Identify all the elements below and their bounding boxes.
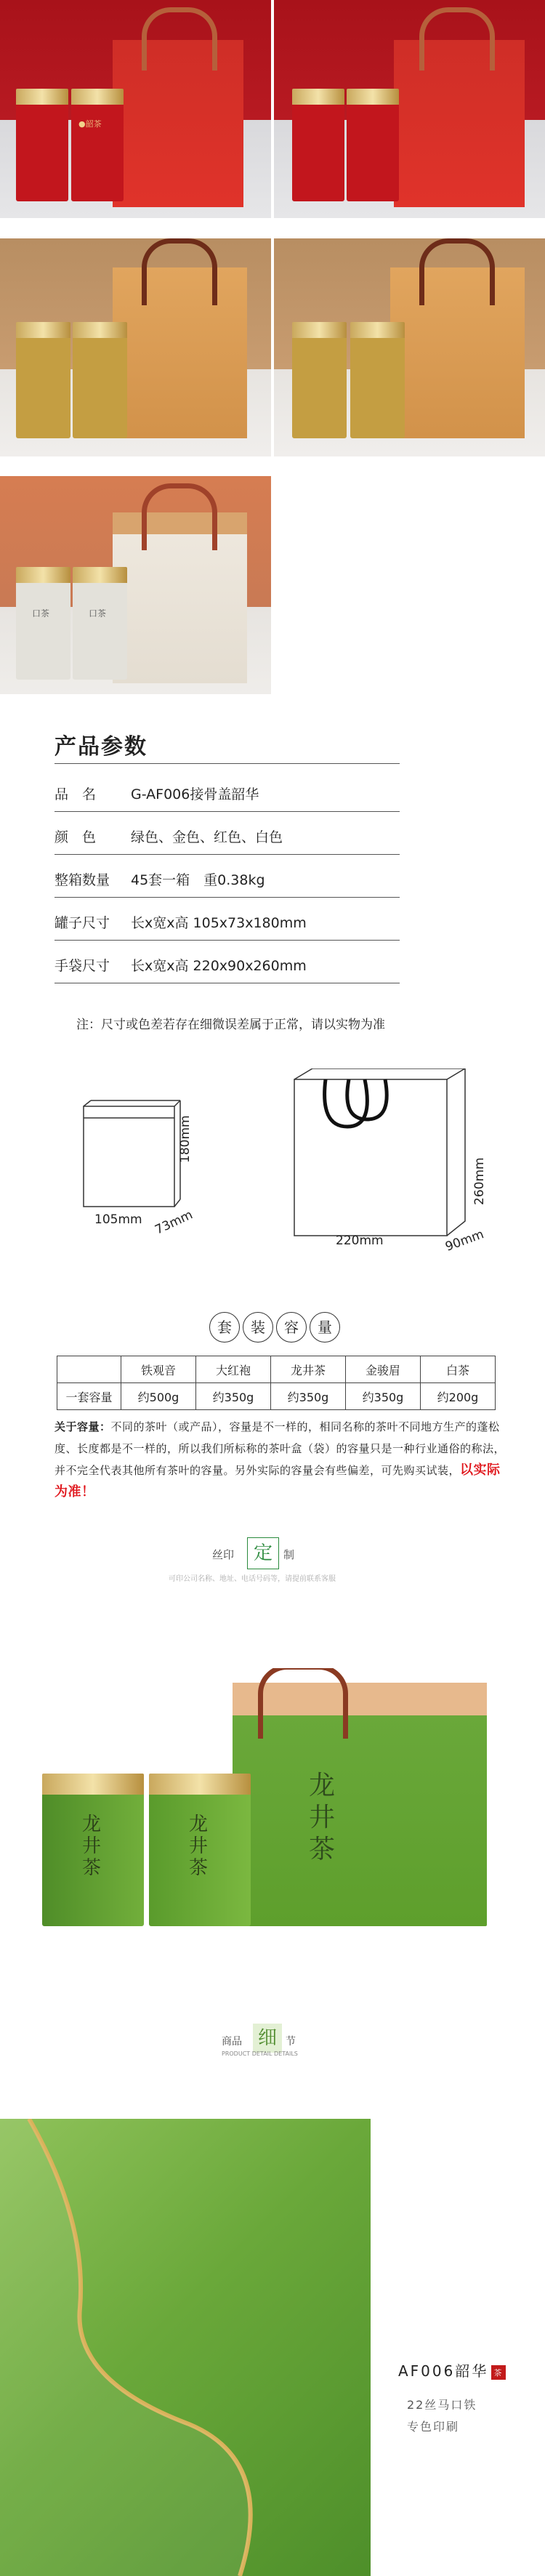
capacity-text: 不同的茶叶（或产品），容量是不一样的，相同名称的茶叶不同地方生产的蓬松度、长度都是不一样的，所以我们所标称的茶叶盒（袋）的容量只是一种行业通俗的称法，并不完全代表其他所有茶叶的容量。另外实际的容量会有些偏差，可先购买试装， bbox=[54, 1420, 506, 1477]
photo-white-set bbox=[0, 476, 271, 694]
bag-width-label: 90mm bbox=[443, 1227, 486, 1255]
param-key: 颜 色 bbox=[54, 829, 97, 845]
can-label-right: 口茶 bbox=[89, 608, 107, 619]
param-value: 绿色、金色、红色、白色 bbox=[131, 829, 283, 845]
detail-model bbox=[398, 2359, 506, 2380]
print-mid-char: 定 bbox=[253, 1542, 272, 1564]
detail-left-text: 商品 bbox=[222, 2036, 242, 2048]
table-row bbox=[57, 1356, 496, 1383]
photo-detail-closeup bbox=[0, 2119, 371, 2576]
can-width-label: 73mm bbox=[153, 1207, 195, 1238]
params-title: 产品参数 bbox=[54, 734, 148, 760]
param-row bbox=[54, 855, 400, 898]
can-label: ●韶茶 bbox=[78, 119, 102, 129]
detail-right-text: 节 bbox=[286, 2036, 296, 2048]
table-cell: 约350g bbox=[196, 1383, 271, 1410]
photo-green-set bbox=[40, 1668, 505, 1930]
table-cell: 约350g bbox=[271, 1383, 346, 1410]
table-cell: 约500g bbox=[121, 1383, 196, 1410]
photo-red-set bbox=[0, 0, 271, 218]
detail-mid-box bbox=[253, 2024, 282, 2053]
print-left-text: 丝印 bbox=[212, 1548, 235, 1561]
table-header: 白茶 bbox=[421, 1356, 496, 1383]
param-row bbox=[54, 769, 400, 812]
can-text: 龙井茶 bbox=[189, 1814, 209, 1879]
param-value: G-AF006接骨盖韶华 bbox=[131, 786, 259, 802]
table-cell: 约200g bbox=[421, 1383, 496, 1410]
print-right-text: 制 bbox=[283, 1548, 295, 1561]
table-header: 铁观音 bbox=[121, 1356, 196, 1383]
photo-gold-set-2 bbox=[274, 238, 545, 456]
param-key: 手袋尺寸 bbox=[54, 958, 110, 974]
bag-text: 龙井茶 bbox=[309, 1771, 336, 1864]
can-length-label: 105mm bbox=[94, 1212, 142, 1227]
photo-gold-set bbox=[0, 238, 271, 456]
table-header: 金骏眉 bbox=[346, 1356, 421, 1383]
bag-length-label: 220mm bbox=[336, 1233, 384, 1248]
capacity-heading-char: 套 bbox=[209, 1312, 240, 1343]
param-row bbox=[54, 941, 400, 983]
can-label-left: 口茶 bbox=[32, 608, 50, 619]
can-text: 龙井茶 bbox=[82, 1814, 102, 1879]
param-key: 整箱数量 bbox=[54, 872, 110, 888]
param-row bbox=[54, 898, 400, 941]
param-value: 长x宽x高 105x73x180mm bbox=[131, 915, 307, 931]
table-row bbox=[57, 1383, 496, 1410]
photo-red-set-2 bbox=[274, 0, 545, 218]
capacity-heading-char: 量 bbox=[310, 1312, 340, 1343]
bag-height-label: 260mm bbox=[472, 1157, 487, 1205]
param-value: 45套一箱 重0.38kg bbox=[131, 872, 265, 888]
detail-model-text: AF006韶华 bbox=[398, 2362, 489, 2380]
capacity-heading-char: 容 bbox=[276, 1312, 307, 1343]
table-header: 龙井茶 bbox=[271, 1356, 346, 1383]
table-row-label: 一套容量 bbox=[57, 1383, 121, 1410]
divider bbox=[54, 763, 400, 764]
capacity-heading-char: 装 bbox=[243, 1312, 273, 1343]
param-row bbox=[54, 812, 400, 855]
dimension-diagram bbox=[73, 1068, 509, 1287]
capacity-description bbox=[54, 1416, 512, 1503]
print-mid-box bbox=[247, 1537, 279, 1569]
capacity-emphasis: 以实际为准！ bbox=[54, 1462, 501, 1500]
capacity-about-label: 关于容量： bbox=[54, 1420, 111, 1433]
print-subtext: 可印公司名称、地址、电话号码等，请提前联系客服 bbox=[169, 1575, 336, 1583]
param-note: 注：尺寸或色差若存在细微误差属于正常，请以实物为准 bbox=[76, 1018, 385, 1032]
param-key: 罐子尺寸 bbox=[54, 915, 110, 931]
detail-mid-char: 细 bbox=[257, 2027, 277, 2049]
can-height-label: 180mm bbox=[178, 1115, 193, 1163]
table-cell: 约350g bbox=[346, 1383, 421, 1410]
detail-line-1: 22丝马口铁 bbox=[407, 2398, 477, 2412]
detail-seal: 茶 bbox=[491, 2365, 506, 2380]
table-header bbox=[57, 1356, 121, 1383]
detail-line-2: 专色印刷 bbox=[407, 2420, 460, 2434]
param-key: 品 名 bbox=[54, 786, 97, 802]
param-value: 长x宽x高 220x90x260mm bbox=[131, 958, 307, 974]
table-header: 大红袍 bbox=[196, 1356, 271, 1383]
detail-subtext: PRODUCT DETAIL DETAILS bbox=[222, 2050, 298, 2057]
capacity-table bbox=[57, 1356, 496, 1410]
